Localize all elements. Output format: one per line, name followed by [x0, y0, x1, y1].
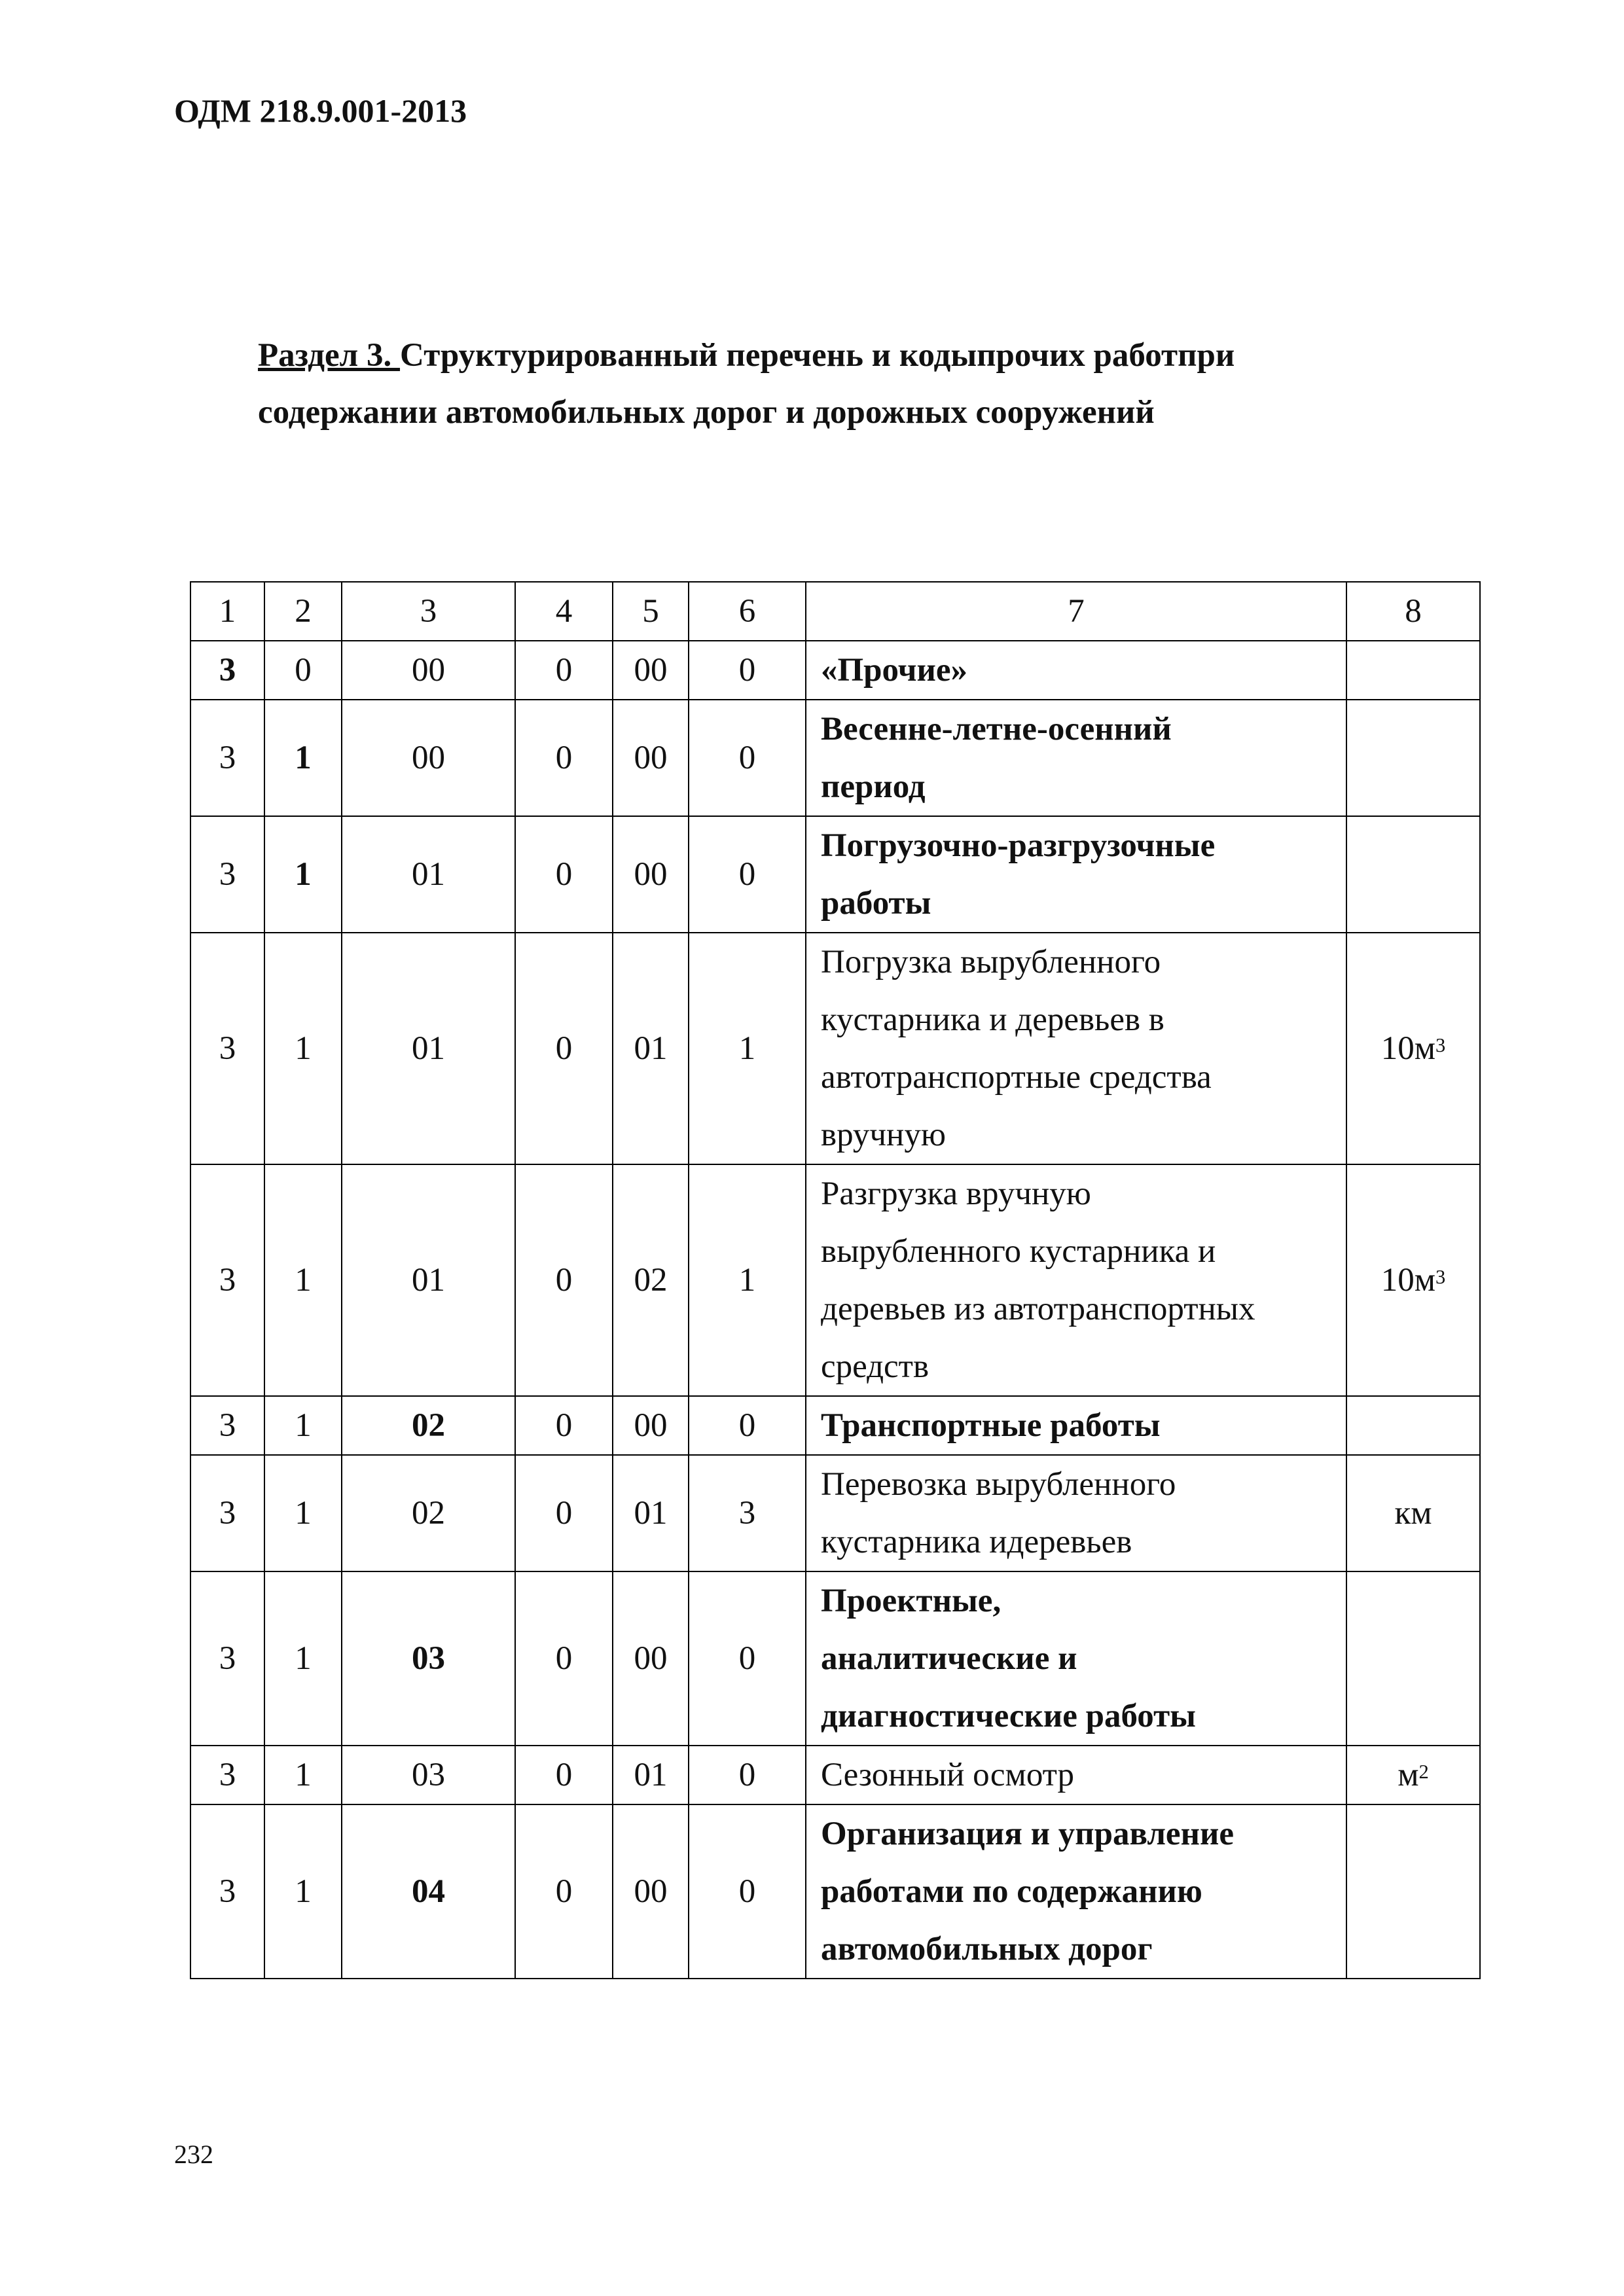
section-title [258, 327, 1436, 441]
code-cell-c5: 00 [613, 1804, 689, 1979]
code-cell-c5: 00 [613, 641, 689, 700]
description-line: автомобильных дорог [821, 1931, 1153, 1967]
code-cell-c2: 1 [264, 933, 342, 1164]
code-cell-c4: 0 [515, 933, 613, 1164]
description-line: Организация и управление [821, 1816, 1234, 1852]
code-cell-c3: 04 [342, 1804, 515, 1979]
description-cell: «Прочие» [806, 641, 1346, 700]
table-row [190, 816, 1480, 933]
section-title-rest: Структурированный перечень и кодыпрочих работпри [400, 337, 1235, 374]
description-line: кустарника идеревьев [821, 1524, 1132, 1560]
description-line: автотранспортные средства [821, 1059, 1212, 1096]
code-cell-c6: 0 [689, 641, 806, 700]
description-cell [806, 933, 1346, 1164]
code-cell-c4: 0 [515, 1164, 613, 1396]
description-cell [806, 1571, 1346, 1746]
table-header-row [190, 582, 1480, 641]
code-cell-c1: 3 [190, 1746, 264, 1804]
code-cell-c6: 0 [689, 1804, 806, 1979]
code-cell-c5: 00 [613, 1571, 689, 1746]
code-cell-c1: 3 [190, 641, 264, 700]
description-line: диагностические работы [821, 1698, 1197, 1734]
code-cell-c1: 3 [190, 700, 264, 816]
description-line: период [821, 768, 926, 805]
description-cell: Транспортные работы [806, 1396, 1346, 1455]
code-cell-c4: 0 [515, 1804, 613, 1979]
unit-exponent: 3 [1435, 1034, 1446, 1057]
unit-cell [1346, 700, 1480, 816]
table-row [190, 933, 1480, 1164]
table-row [190, 1571, 1480, 1746]
unit-cell [1346, 816, 1480, 933]
code-cell-c2: 1 [264, 1571, 342, 1746]
description-cell [806, 1164, 1346, 1396]
code-cell-c1: 3 [190, 1571, 264, 1746]
code-cell-c2: 1 [264, 1396, 342, 1455]
description-cell [806, 816, 1346, 933]
code-cell-c6: 3 [689, 1455, 806, 1571]
table-row [190, 700, 1480, 816]
unit-text: м [1398, 1757, 1419, 1793]
code-cell-c2: 1 [264, 1746, 342, 1804]
unit-cell [1346, 1455, 1480, 1571]
code-cell-c4: 0 [515, 1455, 613, 1571]
table-row [190, 1746, 1480, 1804]
column-header: 4 [515, 582, 613, 641]
code-cell-c4: 0 [515, 1571, 613, 1746]
unit-text: 10м [1380, 1262, 1435, 1299]
code-cell-c1: 3 [190, 1396, 264, 1455]
code-cell-c3: 01 [342, 1164, 515, 1396]
table-row [190, 641, 1480, 700]
table-row [190, 1396, 1480, 1455]
description-cell: Сезонный осмотр [806, 1746, 1346, 1804]
code-cell-c2: 1 [264, 816, 342, 933]
code-cell-c2: 0 [264, 641, 342, 700]
column-header: 2 [264, 582, 342, 641]
code-cell-c5: 00 [613, 816, 689, 933]
code-cell-c5: 00 [613, 1396, 689, 1455]
code-cell-c1: 3 [190, 1164, 264, 1396]
unit-cell [1346, 1164, 1480, 1396]
code-cell-c1: 3 [190, 1804, 264, 1979]
code-cell-c5: 01 [613, 1746, 689, 1804]
code-cell-c6: 0 [689, 700, 806, 816]
description-line: вырубленного кустарника и [821, 1233, 1216, 1270]
code-cell-c3: 01 [342, 816, 515, 933]
code-cell-c4: 0 [515, 1746, 613, 1804]
unit-text: км [1394, 1495, 1432, 1532]
code-cell-c1: 3 [190, 816, 264, 933]
unit-cell [1346, 1571, 1480, 1746]
description-cell [806, 1804, 1346, 1979]
code-cell-c5: 00 [613, 700, 689, 816]
description-line: кустарника и деревьев в [821, 1001, 1164, 1038]
description-line: Весенне-летне-осенний [821, 711, 1172, 747]
code-cell-c1: 3 [190, 933, 264, 1164]
description-line: Проектные, [821, 1583, 1001, 1619]
code-cell-c2: 1 [264, 1804, 342, 1979]
code-cell-c3: 00 [342, 700, 515, 816]
unit-cell [1346, 641, 1480, 700]
code-cell-c3: 01 [342, 933, 515, 1164]
unit-cell [1346, 1396, 1480, 1455]
column-header: 8 [1346, 582, 1480, 641]
page-number: 232 [174, 2140, 213, 2169]
table-row [190, 1804, 1480, 1979]
section-title-line2: содержании автомобильных дорог и дорожных сооружений [258, 394, 1155, 431]
code-cell-c6: 0 [689, 1746, 806, 1804]
code-cell-c4: 0 [515, 700, 613, 816]
codes-table [190, 581, 1481, 1979]
description-line: средств [821, 1348, 929, 1385]
code-cell-c3: 02 [342, 1455, 515, 1571]
code-cell-c4: 0 [515, 641, 613, 700]
code-cell-c4: 0 [515, 1396, 613, 1455]
code-cell-c6: 0 [689, 816, 806, 933]
code-cell-c6: 1 [689, 1164, 806, 1396]
code-cell-c5: 01 [613, 933, 689, 1164]
column-header: 6 [689, 582, 806, 641]
document-code: ОДМ 218.9.001-2013 [174, 92, 467, 129]
description-line: деревьев из автотранспортных [821, 1291, 1255, 1327]
unit-cell [1346, 1804, 1480, 1979]
unit-exponent: 2 [1418, 1761, 1429, 1784]
column-header: 3 [342, 582, 515, 641]
unit-cell [1346, 1746, 1480, 1804]
description-line: вручную [821, 1117, 946, 1153]
description-line: Перевозка вырубленного [821, 1466, 1176, 1503]
code-cell-c5: 01 [613, 1455, 689, 1571]
section-title-lead: Раздел 3. [258, 337, 401, 374]
table-row [190, 1455, 1480, 1571]
code-cell-c2: 1 [264, 1455, 342, 1571]
code-cell-c6: 0 [689, 1571, 806, 1746]
code-cell-c1: 3 [190, 1455, 264, 1571]
column-header: 5 [613, 582, 689, 641]
column-header: 7 [806, 582, 1346, 641]
code-cell-c6: 1 [689, 933, 806, 1164]
code-cell-c3: 03 [342, 1746, 515, 1804]
column-header: 1 [190, 582, 264, 641]
description-line: работы [821, 885, 931, 922]
code-cell-c5: 02 [613, 1164, 689, 1396]
description-line: работами по содержанию [821, 1873, 1202, 1910]
code-cell-c3: 03 [342, 1571, 515, 1746]
code-cell-c2: 1 [264, 700, 342, 816]
unit-exponent: 3 [1435, 1266, 1446, 1289]
code-cell-c4: 0 [515, 816, 613, 933]
code-cell-c3: 00 [342, 641, 515, 700]
unit-cell [1346, 933, 1480, 1164]
code-cell-c2: 1 [264, 1164, 342, 1396]
code-cell-c6: 0 [689, 1396, 806, 1455]
description-line: Погрузка вырубленного [821, 944, 1161, 980]
description-line: Погрузочно-разгрузочные [821, 827, 1216, 864]
description-cell [806, 700, 1346, 816]
unit-text: 10м [1380, 1030, 1435, 1067]
description-line: Разгрузка вручную [821, 1175, 1091, 1212]
table-row [190, 1164, 1480, 1396]
code-cell-c3: 02 [342, 1396, 515, 1455]
description-cell [806, 1455, 1346, 1571]
description-line: аналитические и [821, 1640, 1077, 1677]
